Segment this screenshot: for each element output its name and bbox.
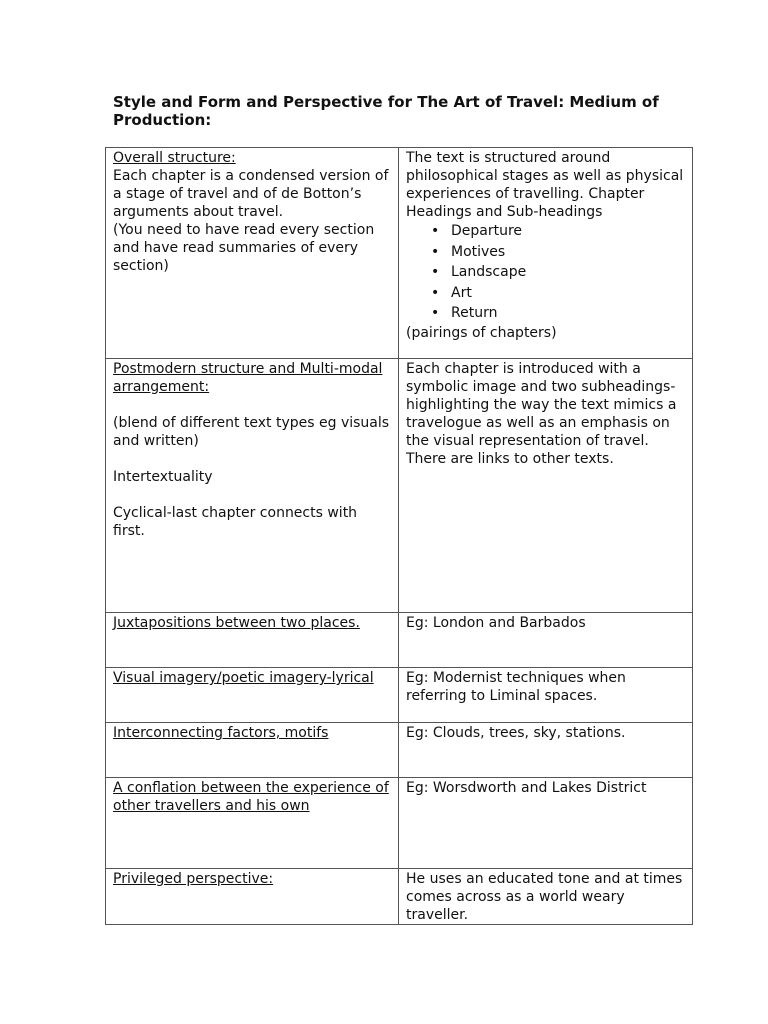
table-cell-right xyxy=(399,148,693,359)
cell-text: Each chapter is introduced with a symbolic image and two subheadings-highlighting the way the text mimics a travelogue as well as an emphasis on the visual representation of travel. xyxy=(406,361,677,449)
cell-text: The text is structured around philosophical stages as well as physical experiences of travelling. Chapter Headings and Sub-headings xyxy=(406,150,684,220)
row-heading: Interconnecting factors, motifs xyxy=(113,725,329,741)
document-title: Style and Form and Perspective for The Art of Travel: Medium of Production: xyxy=(113,93,659,129)
cell-text: (blend of different text types eg visuals and written) xyxy=(113,415,390,449)
table-cell-right xyxy=(399,359,693,613)
table-row xyxy=(106,668,693,723)
row-heading: Postmodern structure and Multi-modal arrangement: xyxy=(113,361,383,395)
cell-text: There are links to other texts. xyxy=(406,451,614,467)
table-cell-right xyxy=(399,613,693,668)
table-row xyxy=(106,148,693,359)
table-cell-left xyxy=(106,723,399,778)
cell-text: Each chapter is a condensed version of a stage of travel and of de Botton’s arguments about travel. xyxy=(113,168,389,220)
table-cell-right xyxy=(399,869,693,925)
table-row xyxy=(106,723,693,778)
list-item: • Landscape xyxy=(451,262,685,283)
table-cell-right xyxy=(399,723,693,778)
table-row xyxy=(106,359,693,613)
bullet-icon: • xyxy=(431,223,440,239)
list-item: • Art xyxy=(451,283,685,304)
bullet-icon: • xyxy=(431,243,440,260)
cell-text: (You need to have read every section and have read summaries of every section) xyxy=(113,222,375,274)
row-heading: A conflation between the experience of other travellers and his own xyxy=(113,780,389,814)
row-heading: Overall structure: xyxy=(113,150,236,166)
table-cell-left xyxy=(106,778,399,869)
cell-text: Eg: Modernist techniques when referring to Liminal spaces. xyxy=(406,670,626,704)
row-heading: Juxtapositions between two places. xyxy=(113,615,360,631)
list-item: • Return xyxy=(451,303,685,324)
table-cell-right xyxy=(399,668,693,723)
cell-text: (pairings of chapters) xyxy=(406,324,557,341)
table-cell-right xyxy=(399,778,693,869)
row-heading: Visual imagery/poetic imagery-lyrical xyxy=(113,670,374,686)
bullet-icon: • xyxy=(431,305,440,321)
list-item: • Motives xyxy=(451,242,685,263)
table-row xyxy=(106,869,693,925)
cell-text: Eg: Worsdworth and Lakes District xyxy=(406,780,647,796)
bullet-icon: • xyxy=(431,264,440,280)
table-cell-left xyxy=(106,668,399,723)
table-cell-left xyxy=(106,869,399,925)
table-cell-left xyxy=(106,148,399,359)
cell-text: Eg: Clouds, trees, sky, stations. xyxy=(406,725,626,741)
cell-text: He uses an educated tone and at times comes across as a world weary traveller. xyxy=(406,871,683,923)
table-cell-left xyxy=(106,359,399,613)
cell-text: Cyclical-last chapter connects with first. xyxy=(113,505,358,539)
perspective-table xyxy=(105,147,693,925)
table-row xyxy=(106,778,693,869)
cell-text: Intertextuality xyxy=(113,469,213,485)
chapter-list xyxy=(406,221,685,324)
cell-text: Eg: London and Barbados xyxy=(406,615,586,631)
list-item: • Departure xyxy=(451,221,685,242)
bullet-icon: • xyxy=(431,284,440,301)
row-heading: Privileged perspective: xyxy=(113,871,274,887)
table-row xyxy=(106,613,693,668)
table-cell-left xyxy=(106,613,399,668)
